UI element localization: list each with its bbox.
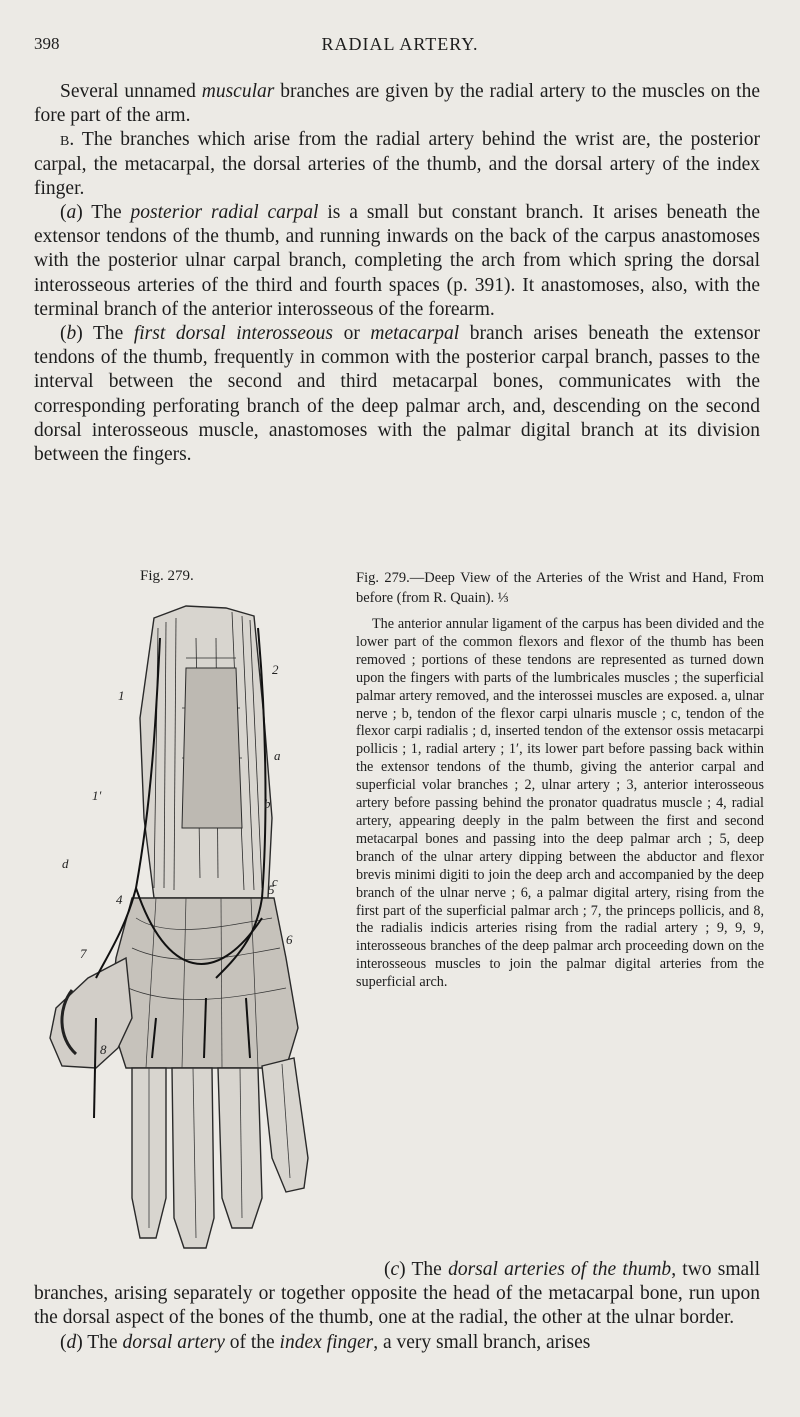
figure-label-2: 2 [272,662,279,677]
page-header [34,30,766,60]
figure-label-7: 7 [80,946,87,961]
paragraph-first-dorsal-interosseous: (b) The first dorsal interosseous or metacarpal branch arises beneath the extensor tendons of the thumb, frequently in common with the posterior carpal branch, passes to the interval between the second and third metacarpal bones, communicates with the corresponding perforating branch of the deep palmar arch, and, descending on the second dorsal interosseous muscle, anastomoses with the palmar digital branch at its division between the fingers. [34,323,761,466]
paragraph-branches-behind-wrist: b. The branches which arise from the radial artery behind the wrist are, the posterior carpal, the metacarpal, the dorsal arteries of the thumb, and the dorsal artery of the index finger. [34,129,760,199]
caption-title: Fig. 279.—Deep View of the Arteries of the Wrist and Hand, From before (from R. Quain). ⅓ [356,570,764,606]
figure-label-8: 8 [100,1042,107,1057]
figure-label-c: c [272,874,278,889]
bottom-text-block [34,1258,760,1355]
figure-label-1-prime: 1′ [92,788,102,803]
figure-caption [356,568,764,992]
figure-label-4: 4 [116,892,123,907]
paragraph-dorsal-artery-index-finger: (d) The dorsal artery of the index finger, a very small branch, arises [60,1331,591,1353]
hand-arteries-illustration [36,598,336,1250]
paragraph-posterior-radial-carpal: (a) The posterior radial carpal is a small but constant branch. It arises beneath the extensor tendons of the thumb, and running inwards on the back of the carpus anastomoses with the posterior ulnar carpal branch, completing the arch from which spring the dorsal interosseous arteries of the third and fourth spaces (p. 391). It anastomoses, also, with the terminal branch of the anterior interosseous of the forearm. [34,202,760,320]
paragraph-muscular-branches: Several unnamed muscular branches are given by the radial artery to the muscles on the fore part of the arm. [34,81,760,127]
running-head: RADIAL ARTERY. [321,34,479,54]
figure-label-6: 6 [286,932,293,947]
figure-label: Fig. 279. [140,568,194,584]
page-number: 398 [34,34,60,53]
figure-label-b: b [264,796,271,811]
top-text-block [34,80,760,467]
caption-body: The anterior annular ligament of the carpus has been divided and the lower part of the common flexors and flexor of the thumb has been removed ; portions of these tendons are represented as turned down upon the fingers with parts of the lumbricales muscles ; the superficial palmar artery removed, and the interossei muscles are exposed. a, ulnar nerve ; b, tendon of the flexor carpi ulnaris muscle ; c, tendon of the flexor carpi radialis ; d, inserted tendon of the extensor ossis metacarpi pollicis ; 1, radial artery ; 1′, its lower part before passing back within the extensor tendons of the thumb, giving the anterior carpal and superficial volar branches ; 2, ulnar artery ; 3, anterior interosseous artery before passing behind the pronator quadratus muscle ; 4, radial artery, appearing deeply in the palm between the first and second metacarpal bones and passing into the deep palmar arch ; 5, deep branch of the ulnar artery dipping between the abductor and flexor brevis minimi digiti to join the deep arch and accompanied by the deep branch of the ulnar nerve ; 6, a palmar digital artery, rising from the first part of the superficial palmar arch ; 7, the princeps pollicis, and 8, the radialis indicis arteries rising from the radial artery ; 9, 9, 9, interosseous branches of the deep palmar arch proceeding down on the interosseous muscles to join the palmar digital arteries from the superficial arch. [356,616,764,991]
figure-label-5: 5 [268,882,275,897]
figure-label-1: 1 [118,688,125,703]
paragraph-dorsal-arteries-thumb: (c) The dorsal arteries of the thumb, two small branches, arising separately or together opposite the head of the metacarpal bone, run upon the dorsal aspect of the bones of the thumb, one at the radial, the other at the ulnar border. [34,1259,760,1329]
figure-label-d: d [62,856,69,871]
figure-label-a: a [274,748,281,763]
